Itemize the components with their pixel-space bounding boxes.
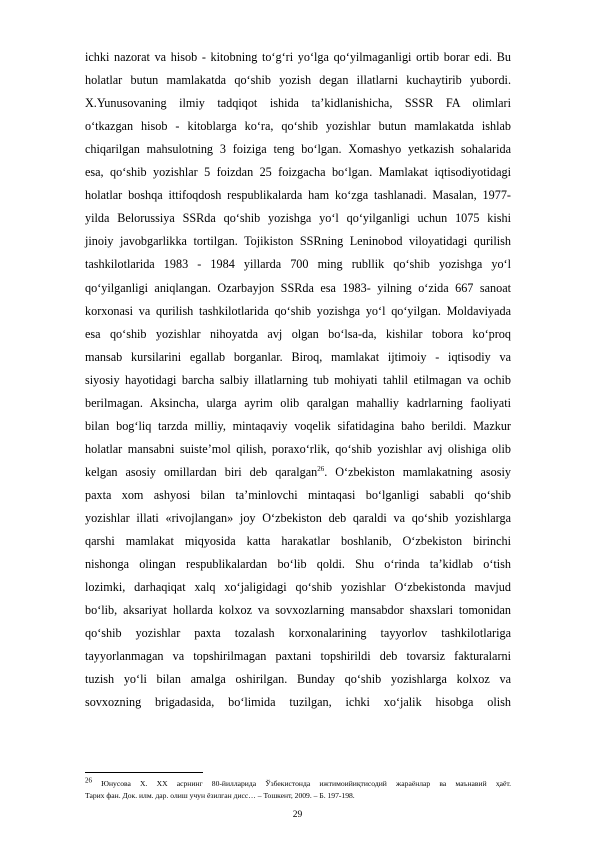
body-line: tashkilotlarida 1983 - 1984 yillarda 700 ming rubllik qo‘shib yozishga yo‘l <box>85 257 511 272</box>
body-line: qarshi mamlakat miqyosida katta harakatlar boshlanib, O‘zbekiston birinchi <box>85 534 511 549</box>
body-line: lozimki, darhaqiqat xalq xo‘jaligidagi qo‘shib yozishlar O‘zbekistonda mavjud <box>85 580 511 595</box>
body-line-text: . O‘zbekiston mamlakatning asosiy <box>324 464 511 479</box>
body-line: holatlar boshqa ittifoqdosh respublikalarda ham ko‘zga tashlanadi. Masalan, 1977- <box>85 188 511 203</box>
body-line: qo‘shib yozishlar paxta tozalash korxonalarining tayyorlov tashkilotlariga <box>85 626 511 641</box>
body-line: sovxozning brigadasida, bo‘limida tuzilgan, ichki xo‘jalik hisobga olish <box>85 695 511 710</box>
page-number: 29 <box>292 810 303 820</box>
body-line: tayyorlanmagan va topshirilmagan paxtani topshirildi deb tovarsiz fakturalarni <box>85 649 511 664</box>
body-line: chiqarilgan mahsulotning 3 foiziga teng bo‘lgan. Xomashyo yetkazish sohalarida <box>85 142 511 157</box>
body-line: paxta xom ashyosi bilan ta’minlovchi mintaqasi bo‘lganligi sababli qo‘shib <box>85 487 511 502</box>
body-line: o‘tkazgan hisob - kitoblarga ko‘ra, qo‘shib yozishlar butun mamlakatda ishlab <box>85 119 511 134</box>
body-line: siyosiy hayotidagi barcha salbiy illatlarning tub mohiyati tahlil etilmagan va ochib <box>85 372 511 387</box>
footnote-line-2: Тарих фан. Док. илм. дар. олиш учун ёзилган дисс… – Тошкент, 2009. – Б. 197-198. <box>85 791 355 800</box>
body-line: korxonasi va qurilish tashkilotlarida qo‘shib yozishga yo‘l qo‘yilgan. Moldaviyada <box>85 303 511 318</box>
body-line: berilmagan. Aksincha, ularga ayrim olib qaralgan mahalliy kadrlarning faoliyati <box>85 395 511 410</box>
footnote-reference: 26 <box>317 464 325 473</box>
body-line: esa qo‘shib yozishlar nihoyatda avj olgan bo‘lsa-da, kishilar tobora ko‘proq <box>85 326 511 341</box>
body-line: holatlar butun mamlakatda qo‘shib yozish degan illatlarni kuchaytirib yubordi. <box>85 73 511 88</box>
footnote-separator <box>85 772 203 773</box>
footnote-text-1: Юнусова Х. ХХ асрнинг 80-йилларида Ўзбекистонда ижтимоийиқтисодий жараёнлар ва маънавий ҳаёт. <box>92 779 511 788</box>
body-line: X.Yunusovaning ilmiy tadqiqot ishida ta’kidlanishicha, SSSR FA olimlari <box>85 96 511 111</box>
body-line: tuzish yo‘li bilan amalga oshirilgan. Bunday qo‘shib yozishlarga kolxoz va <box>85 672 511 687</box>
body-line: bilan bog‘liq tarzda milliy, mintaqaviy voqelik sifatidagina baho berildi. Mazkur <box>85 418 511 433</box>
body-line: qo‘yilganligi aniqlangan. Ozarbayjon SSRda esa 1983- yilning o‘zida 667 sanoat <box>85 280 511 295</box>
body-line: bo‘lib, aksariyat hollarda kolxoz va sovxozlarning mansabdor shaxslari tomonidan <box>85 603 511 618</box>
body-line-text: kelgan asosiy omillardan biri deb qaralgan <box>85 464 318 479</box>
body-line: jinoiy javobgarlikka tortilgan. Tojikiston SSRning Leninobod viloyatidagi qurilish <box>85 234 511 249</box>
body-line: esa, qo‘shib yozishlar 5 foizdan 25 foizgacha bo‘lgan. Mamlakat iqtisodiyotidagi <box>85 165 511 180</box>
body-line: nishonga olingan respublikalardan bo‘lib qoldi. Shu o‘rinda ta’kidlab o‘tish <box>85 557 511 572</box>
body-line: yilda Belorussiya SSRda qo‘shib yozishga yo‘l qo‘yilganligi uchun 1075 kishi <box>85 211 511 226</box>
footnote-line-1 <box>85 778 511 789</box>
body-line: holatlar mansabni suiste’mol qilish, poraxo‘rlik, qo‘shib yozishlar avj olishiga olib <box>85 441 511 456</box>
footnote-mark: 26 <box>85 776 92 785</box>
body-line: ichki nazorat va hisob - kitobning to‘g‘ri yo‘lga qo‘yilmaganligi ortib borar edi. Bu <box>85 50 511 64</box>
body-line: yozishlar illati «rivojlangan» joy O‘zbekiston deb qaraldi va qo‘shib yozishlarga <box>85 511 511 525</box>
body-line-with-footnote-ref <box>85 465 511 479</box>
body-line: mansab kursilarini egallab borganlar. Biroq, mamlakat ijtimoiy - iqtisodiy va <box>85 349 511 364</box>
